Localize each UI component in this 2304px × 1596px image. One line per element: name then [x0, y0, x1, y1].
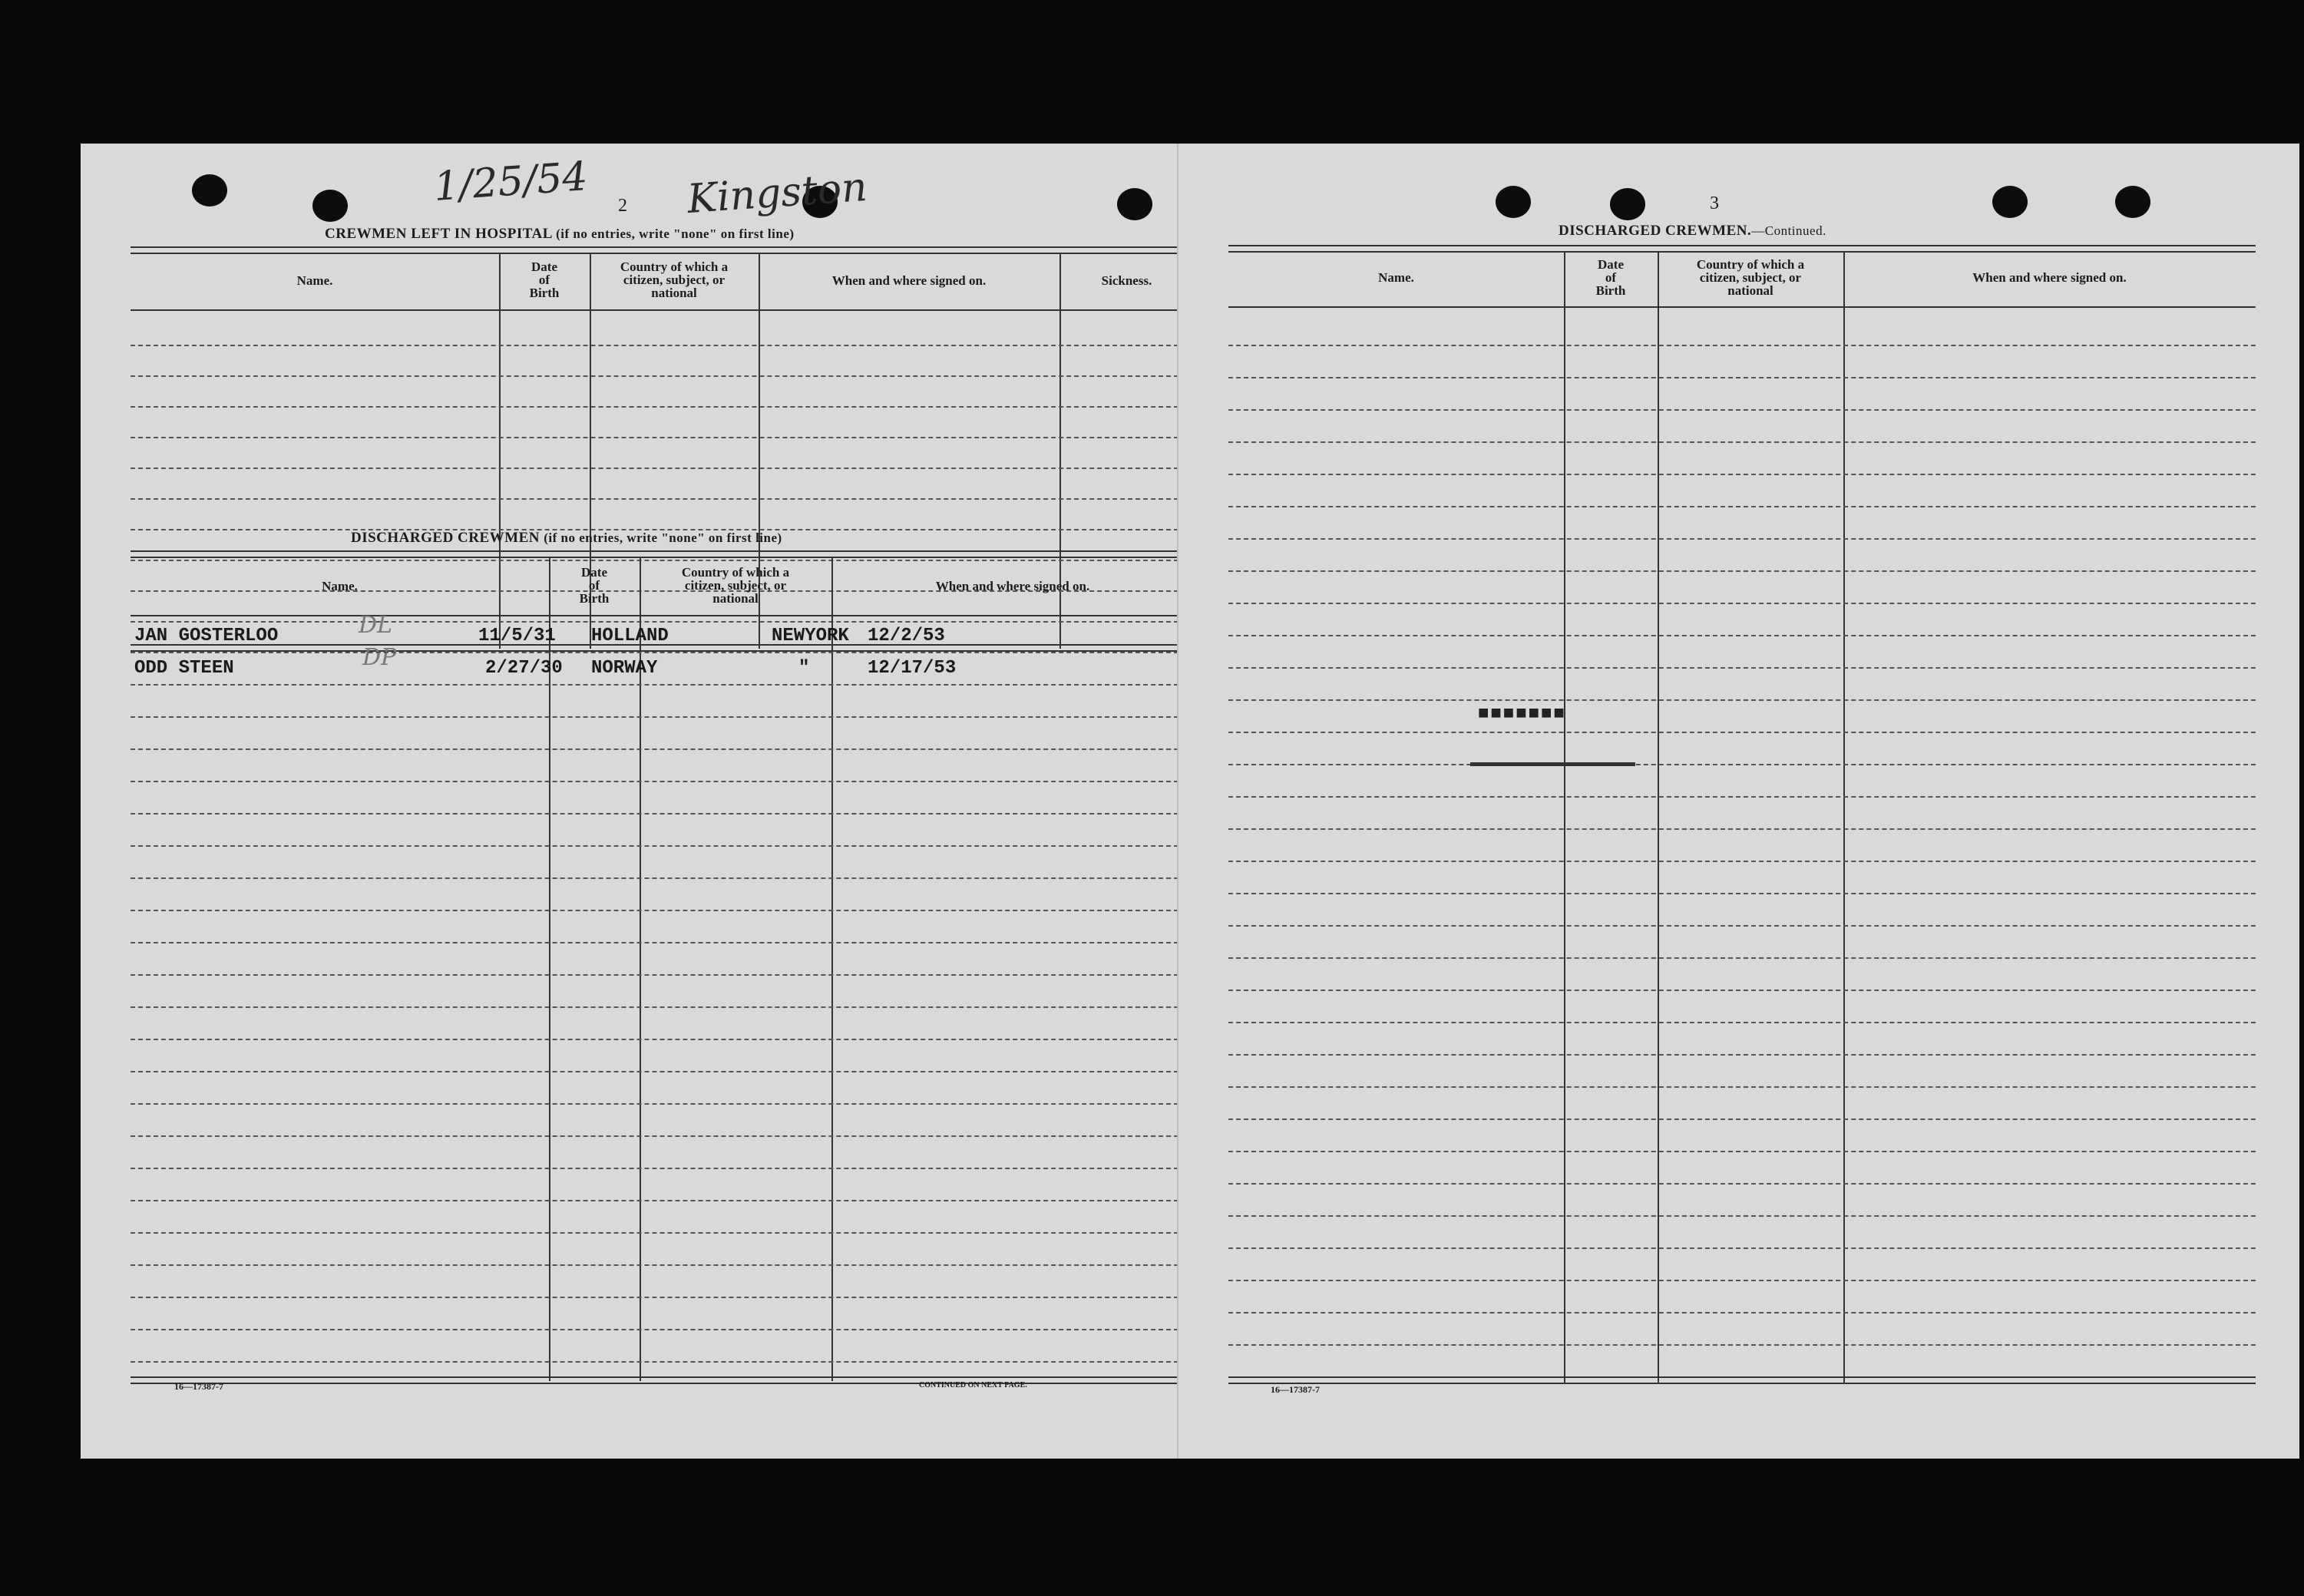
entry-line: [1228, 506, 2256, 507]
page-number: 3: [1710, 193, 1719, 213]
header-rule: [131, 309, 1178, 311]
discharged-section-title: DISCHARGED CREWMEN (if no entries, write "none" on first line): [351, 530, 782, 546]
entry-line: [131, 1200, 1178, 1201]
column-header-signed-on: When and where signed on.: [935, 579, 1090, 593]
entry-line: [1228, 1312, 2256, 1313]
handwritten-initial: DL: [359, 612, 392, 639]
entry-line: [1228, 699, 2256, 701]
entry-line: [1228, 377, 2256, 378]
entry-line: [1228, 635, 2256, 636]
hospital-section-title: CREWMEN LEFT IN HOSPITAL (if no entries, write "none" on first line): [325, 226, 795, 242]
crewman-dob: 2/27/30: [485, 658, 563, 679]
punch-hole: [1117, 188, 1152, 220]
entry-line: [1228, 1119, 2256, 1120]
entry-line: [1228, 1280, 2256, 1281]
column-header-name: Name.: [1378, 270, 1414, 285]
punch-hole: [2115, 186, 2150, 218]
handwritten-date: 1/25/54: [432, 154, 590, 210]
entry-line: [131, 652, 1178, 653]
entry-line: [1228, 538, 2256, 540]
entry-line: [131, 1006, 1178, 1008]
column-divider: [831, 558, 833, 1381]
entry-line: [1228, 1247, 2256, 1249]
crewman-country: NORWAY: [591, 658, 658, 679]
column-header-dob: Date of Birth: [529, 259, 560, 300]
column-header-country: Country of which a citizen, subject, or national: [620, 259, 729, 300]
entry-line: [131, 845, 1178, 847]
column-header-signed-on: When and where signed on.: [831, 273, 987, 288]
entry-line: [1228, 1022, 2256, 1023]
crewman-country: HOLLAND: [591, 626, 669, 646]
entry-line: [131, 1232, 1178, 1234]
entry-line: [1228, 828, 2256, 830]
right-page: [1178, 144, 2299, 1459]
column-header-sickness: Sickness.: [1101, 273, 1152, 288]
crewman-signed-place: NEWYORK: [772, 626, 849, 646]
entry-line: [131, 1264, 1178, 1266]
stamp-line: [1470, 762, 1635, 766]
table-rule: [131, 246, 1178, 254]
entry-line: [131, 1297, 1178, 1298]
entry-line: [131, 498, 1178, 500]
form-number: 16—17387-7: [174, 1381, 223, 1392]
crewman-name: ODD STEEN: [134, 658, 234, 679]
column-header-name: Name.: [296, 273, 333, 288]
handwritten-initial: DP: [362, 644, 397, 671]
entry-line: [131, 781, 1178, 782]
column-divider: [1564, 253, 1565, 1383]
crewman-name: JAN GOSTERLOO: [134, 626, 279, 646]
header-rule: [131, 615, 1178, 616]
table-rule: [131, 550, 1178, 558]
entry-line: [131, 1071, 1178, 1072]
punch-hole: [312, 190, 348, 222]
column-header-dob: Date of Birth: [1595, 257, 1626, 298]
entry-line: [131, 877, 1178, 879]
entry-line: [1228, 570, 2256, 572]
entry-line: [131, 1168, 1178, 1169]
column-divider: [549, 558, 550, 1381]
column-header-dob: Date of Birth: [579, 565, 610, 606]
entry-line: [1228, 441, 2256, 443]
entry-line: [131, 1135, 1178, 1137]
entry-line: [1228, 764, 2256, 765]
entry-line: [1228, 1054, 2256, 1056]
header-rule: [1228, 306, 2256, 308]
punch-hole: [1992, 186, 2028, 218]
column-header-country: Country of which a citizen, subject, or national: [1696, 257, 1805, 298]
entry-line: [131, 621, 1178, 623]
crewman-signed-date: 12/2/53: [868, 626, 945, 646]
entry-line: [131, 716, 1178, 718]
entry-line: [131, 748, 1178, 750]
entry-line: [1228, 1151, 2256, 1152]
left-page: [81, 144, 1178, 1459]
entry-line: [131, 942, 1178, 943]
column-header-signed-on: When and where signed on.: [1972, 270, 2127, 285]
entry-line: [131, 1361, 1178, 1363]
entry-line: [131, 1329, 1178, 1330]
entry-line: [1228, 1183, 2256, 1185]
entry-line: [1228, 893, 2256, 894]
entry-line: [131, 345, 1178, 346]
column-header-name: Name.: [322, 579, 358, 593]
entry-line: [1228, 1344, 2256, 1346]
entry-line: [1228, 1215, 2256, 1217]
crewman-dob: 11/5/31: [478, 626, 556, 646]
entry-line: [1228, 990, 2256, 991]
entry-line: [131, 1039, 1178, 1040]
table-rule: [1228, 1376, 2256, 1384]
entry-line: [131, 910, 1178, 911]
entry-line: [131, 1103, 1178, 1105]
entry-line: [1228, 667, 2256, 669]
crewman-signed-date: 12/17/53: [868, 658, 957, 679]
section-title: DISCHARGED CREWMEN.—Continued.: [1559, 223, 1826, 239]
entry-line: [1228, 409, 2256, 411]
column-divider: [640, 558, 641, 1381]
entry-line: [131, 437, 1178, 438]
entry-line: [1228, 1086, 2256, 1088]
entry-line: [131, 684, 1178, 686]
entry-line: [1228, 345, 2256, 346]
punch-hole: [192, 174, 227, 207]
entry-line: [131, 406, 1178, 408]
entry-line: [1228, 925, 2256, 927]
entry-line: [131, 468, 1178, 469]
entry-line: [1228, 474, 2256, 475]
table-rule: [1228, 245, 2256, 253]
entry-line: [131, 375, 1178, 377]
entry-line: [1228, 957, 2256, 959]
entry-line: [131, 974, 1178, 976]
handwritten-place: Kingston: [686, 164, 869, 223]
column-divider: [1843, 253, 1845, 1383]
crewman-signed-place: ": [798, 658, 810, 679]
entry-line: [1228, 603, 2256, 604]
column-header-country: Country of which a citizen, subject, or national: [681, 565, 790, 606]
stamp-mark: ■■■■■■■: [1478, 704, 1566, 725]
entry-line: [1228, 796, 2256, 798]
entry-line: [131, 560, 1178, 561]
punch-hole: [1496, 186, 1531, 218]
punch-hole: [1610, 188, 1645, 220]
entry-line: [1228, 861, 2256, 862]
page-number: 2: [618, 196, 627, 216]
form-number: 16—17387-7: [1271, 1384, 1320, 1395]
continued-note: CONTINUED ON NEXT PAGE.: [919, 1381, 1027, 1389]
entry-line: [131, 813, 1178, 815]
entry-line: [1228, 732, 2256, 733]
column-divider: [1658, 253, 1659, 1383]
